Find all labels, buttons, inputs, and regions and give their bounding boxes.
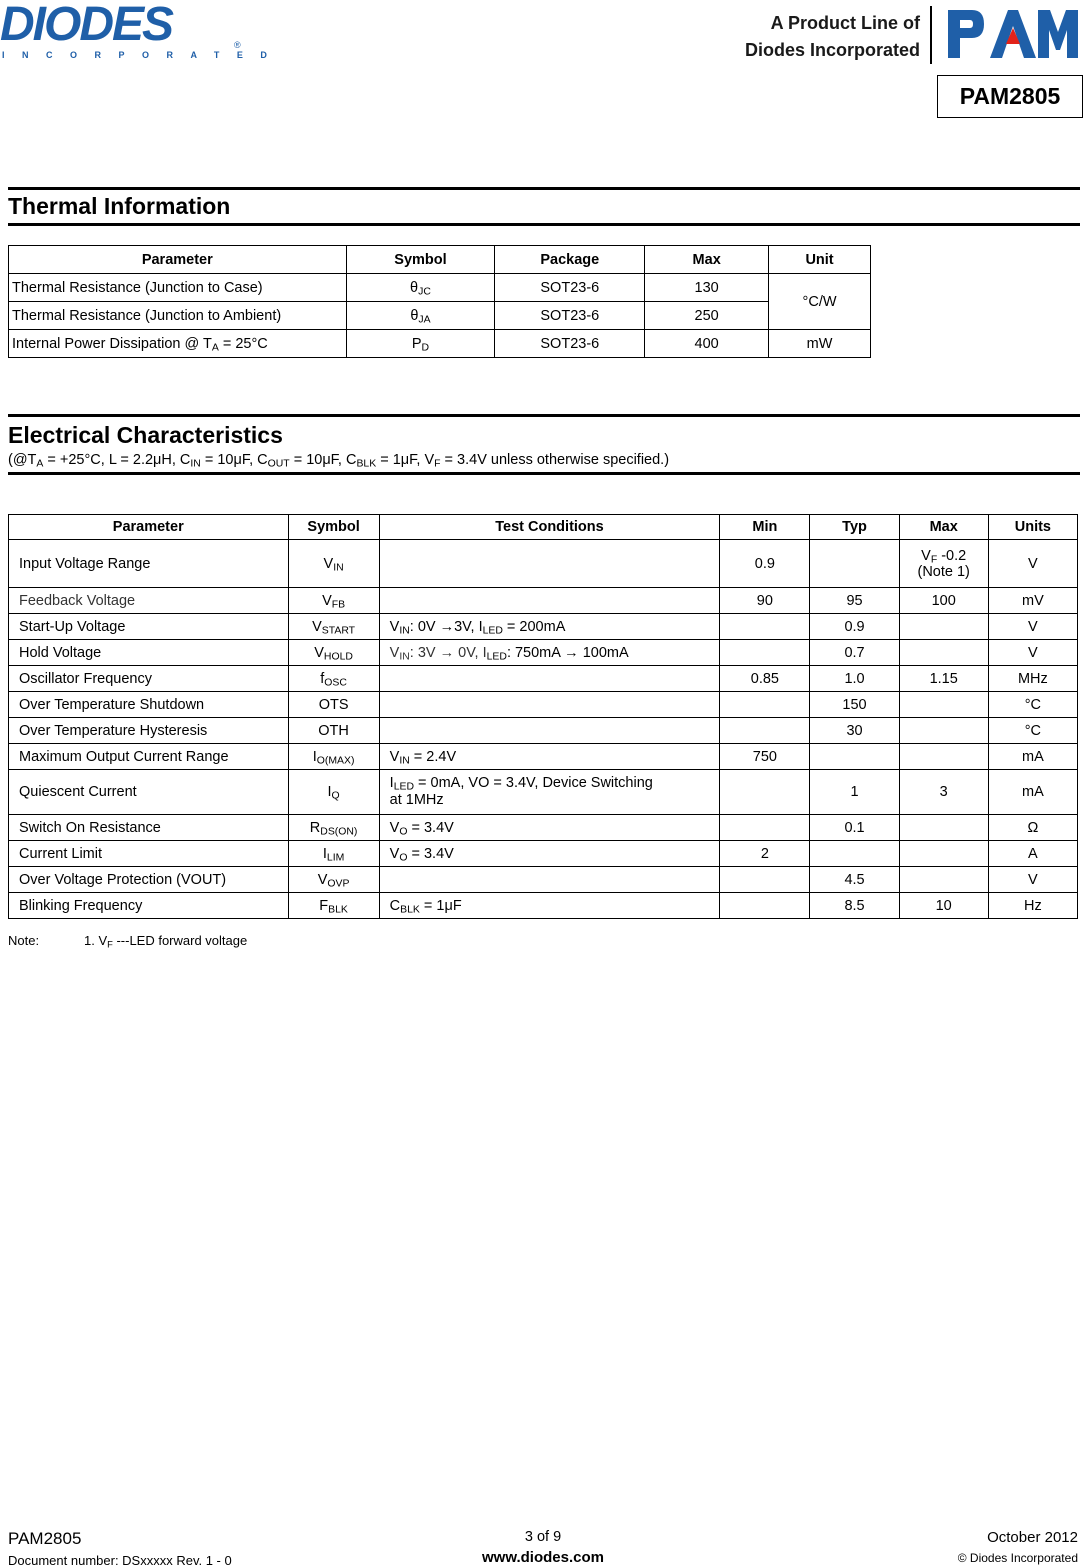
col-header: Symbol [346,246,495,274]
cell-typ: 4.5 [810,867,899,893]
section-rule-top [8,187,1080,190]
cell-symbol: $f_{OSC}$ [288,666,379,692]
thermal-table [8,245,871,358]
cell-symbol: $V_{HOLD}$ [288,640,379,666]
cell-units: mA [988,744,1077,770]
cell-typ: 1.0 [810,666,899,692]
col-header: Test Conditions [379,515,720,540]
cell-units: V [988,540,1077,588]
cell-units: V [988,640,1077,666]
cell-min [720,893,810,919]
col-header: Max [899,515,988,540]
cell-min: 90 [720,588,810,614]
product-line-label [745,10,920,64]
electrical-title: Electrical Characteristics [8,422,283,448]
cell-units: MHz [988,666,1077,692]
cell-min: 2 [720,841,810,867]
cell-typ: 1 [810,770,899,815]
cell-parameter: Current Limit [9,841,289,867]
cell-typ: 150 [810,692,899,718]
cell-units: Hz [988,893,1077,919]
cell-conditions: $V_O = 3.4V$ [379,815,720,841]
cell-min [720,867,810,893]
cell-conditions [379,666,720,692]
cell-max [899,815,988,841]
cell-parameter: Oscillator Frequency [9,666,289,692]
col-header: Parameter [9,246,347,274]
cell-parameter: Input Voltage Range [9,540,289,588]
thermal-title: Thermal Information [8,193,231,219]
table-row [9,302,871,330]
cell-symbol: $I_{LIM}$ [288,841,379,867]
cell-min: 0.9 [720,540,810,588]
table-row [9,718,1078,744]
cell-parameter: Start-Up Voltage [9,614,289,640]
diodes-logo-text: DIODES [0,0,173,51]
cell-max [899,718,988,744]
cell-symbol: $V_{START}$ [288,614,379,640]
table-row [9,640,1078,666]
col-header: Typ [810,515,899,540]
cell-max [899,841,988,867]
table-row [9,744,1078,770]
product-line-2: Diodes Incorporated [744,40,920,60]
col-header: Package [495,246,645,274]
cell-min [720,718,810,744]
cell-units: V [988,867,1077,893]
cell-min [720,815,810,841]
registered-mark: ® [234,40,241,50]
cell-conditions: $V_{IN}$: 3V → 0V, $I_{LED}$: 750mA → 100mA [379,640,720,666]
cell-conditions [379,692,720,718]
cell-typ [810,540,899,588]
table-row [9,867,1078,893]
cell-conditions [379,867,720,893]
cell-units: Ω [988,815,1077,841]
section-rule-top [8,414,1080,417]
cell-unit: mW [769,330,871,358]
cell-symbol: $I_{O(MAX)}$ [288,744,379,770]
cell-symbol: OTS [288,692,379,718]
cell-typ: 30 [810,718,899,744]
cell-parameter: Internal Power Dissipation @ $T_A = 25^\circ C$ [9,330,347,358]
product-line-1: A Product Line of [770,13,920,33]
cell-parameter: Switch On Resistance [9,815,289,841]
cell-min [720,640,810,666]
cell-min [720,692,810,718]
cell-conditions [379,718,720,744]
pam-logo [946,6,1078,60]
cell-parameter: Over Voltage Protection (VOUT) [9,867,289,893]
cell-symbol: $V_{OVP}$ [288,867,379,893]
cell-typ: 0.7 [810,640,899,666]
cell-conditions: $C_{BLK} = 1\mu F$ [379,893,720,919]
footer-copyright: © Diodes Incorporated [957,1551,1078,1565]
col-header: Units [988,515,1077,540]
table-row [9,666,1078,692]
cell-parameter: Maximum Output Current Range [9,744,289,770]
cell-typ: 95 [810,588,899,614]
cell-symbol: $F_{BLK}$ [288,893,379,919]
cell-symbol: $\theta_{JA}$ [346,302,495,330]
cell-typ [810,744,899,770]
cell-max [899,744,988,770]
part-number-box: PAM2805 [937,75,1083,118]
cell-max: 10 [899,893,988,919]
diodes-logo [0,0,285,64]
footer-website-link[interactable]: www.diodes.com [482,1549,604,1566]
cell-symbol: $R_{DS(ON)}$ [288,815,379,841]
cell-max: 130 [645,274,769,302]
cell-parameter: Thermal Resistance (Junction to Ambient) [9,302,347,330]
table-row [9,692,1078,718]
table-row [9,540,1078,588]
section-rule-bottom [8,472,1080,475]
cell-typ: 8.5 [810,893,899,919]
cell-conditions: $V_{IN} = 2.4V$ [379,744,720,770]
cell-conditions [379,588,720,614]
note-text: 1. $V_F$ ---LED forward voltage [84,933,248,950]
table-row [9,614,1078,640]
cell-symbol: OTH [288,718,379,744]
cell-parameter: Blinking Frequency [9,893,289,919]
cell-min [720,614,810,640]
electrical-subtitle: ($@T_A = +25^\circ C$, L = 2.2μH, $C_{IN} = 10\mu F$, $C_{OUT} = 10\mu F$, $C_{BLK} = 1\mu F$, $V_F = 3.4V$ unless otherwise specified.) [8,452,670,470]
cell-max: 400 [645,330,769,358]
table-row [9,815,1078,841]
cell-parameter: Feedback Voltage [9,588,289,614]
footer-date: October 2012 [987,1529,1078,1546]
cell-conditions: $I_{LED} = 0mA$, VO = 3.4V, Device Switching at 1MHz [379,770,720,815]
table-row [9,588,1078,614]
cell-max [899,640,988,666]
table-header-row [9,515,1078,540]
cell-package: SOT23-6 [495,302,645,330]
cell-parameter: Over Temperature Shutdown [9,692,289,718]
cell-typ: 0.9 [810,614,899,640]
cell-min: 750 [720,744,810,770]
cell-units: mV [988,588,1077,614]
col-header: Unit [769,246,871,274]
cell-parameter: Over Temperature Hysteresis [9,718,289,744]
cell-max: 250 [645,302,769,330]
cell-max: 1.15 [899,666,988,692]
cell-symbol: $V_{FB}$ [288,588,379,614]
cell-conditions: $V_O = 3.4V$ [379,841,720,867]
cell-conditions: $V_{IN}$: 0V →3V, $I_{LED} = 200mA$ [379,614,720,640]
col-header: Parameter [9,515,289,540]
cell-units: °C [988,718,1077,744]
cell-max: 3 [899,770,988,815]
col-header: Min [720,515,810,540]
cell-max [899,614,988,640]
cell-package: SOT23-6 [495,330,645,358]
cell-max: 100 [899,588,988,614]
diodes-logo-subtext: INCORPORATED [2,50,285,60]
header-divider [930,6,932,64]
table-row [9,330,871,358]
cell-symbol: $\theta_{JC}$ [346,274,495,302]
table-header-row [9,246,871,274]
col-header: Symbol [288,515,379,540]
cell-package: SOT23-6 [495,274,645,302]
note-label: Note: [8,933,40,948]
footer-part: PAM2805 [8,1529,82,1548]
cell-units: A [988,841,1077,867]
cell-units: mA [988,770,1077,815]
cell-typ [810,841,899,867]
cell-units: V [988,614,1077,640]
table-row [9,841,1078,867]
cell-min [720,770,810,815]
cell-max [899,692,988,718]
cell-parameter: Quiescent Current [9,770,289,815]
cell-parameter: Hold Voltage [9,640,289,666]
cell-symbol: $V_{IN}$ [288,540,379,588]
cell-unit: °C/W [769,274,871,330]
cell-max: $V_F$ -0.2 (Note 1) [899,540,988,588]
cell-max [899,867,988,893]
electrical-table [8,514,1078,919]
cell-parameter: Thermal Resistance (Junction to Case) [9,274,347,302]
cell-typ: 0.1 [810,815,899,841]
table-row [9,274,871,302]
col-header: Max [645,246,769,274]
table-row [9,893,1078,919]
table-row [9,770,1078,815]
footer-page: 3 of 9 [524,1529,562,1545]
footer-doc-number: Document number: DSxxxxx Rev. 1 - 0 [8,1553,232,1568]
cell-min: 0.85 [720,666,810,692]
cell-symbol: $P_D$ [346,330,495,358]
cell-units: °C [988,692,1077,718]
cell-conditions [379,540,720,588]
section-rule-bottom [8,223,1080,226]
cell-symbol: $I_Q$ [288,770,379,815]
